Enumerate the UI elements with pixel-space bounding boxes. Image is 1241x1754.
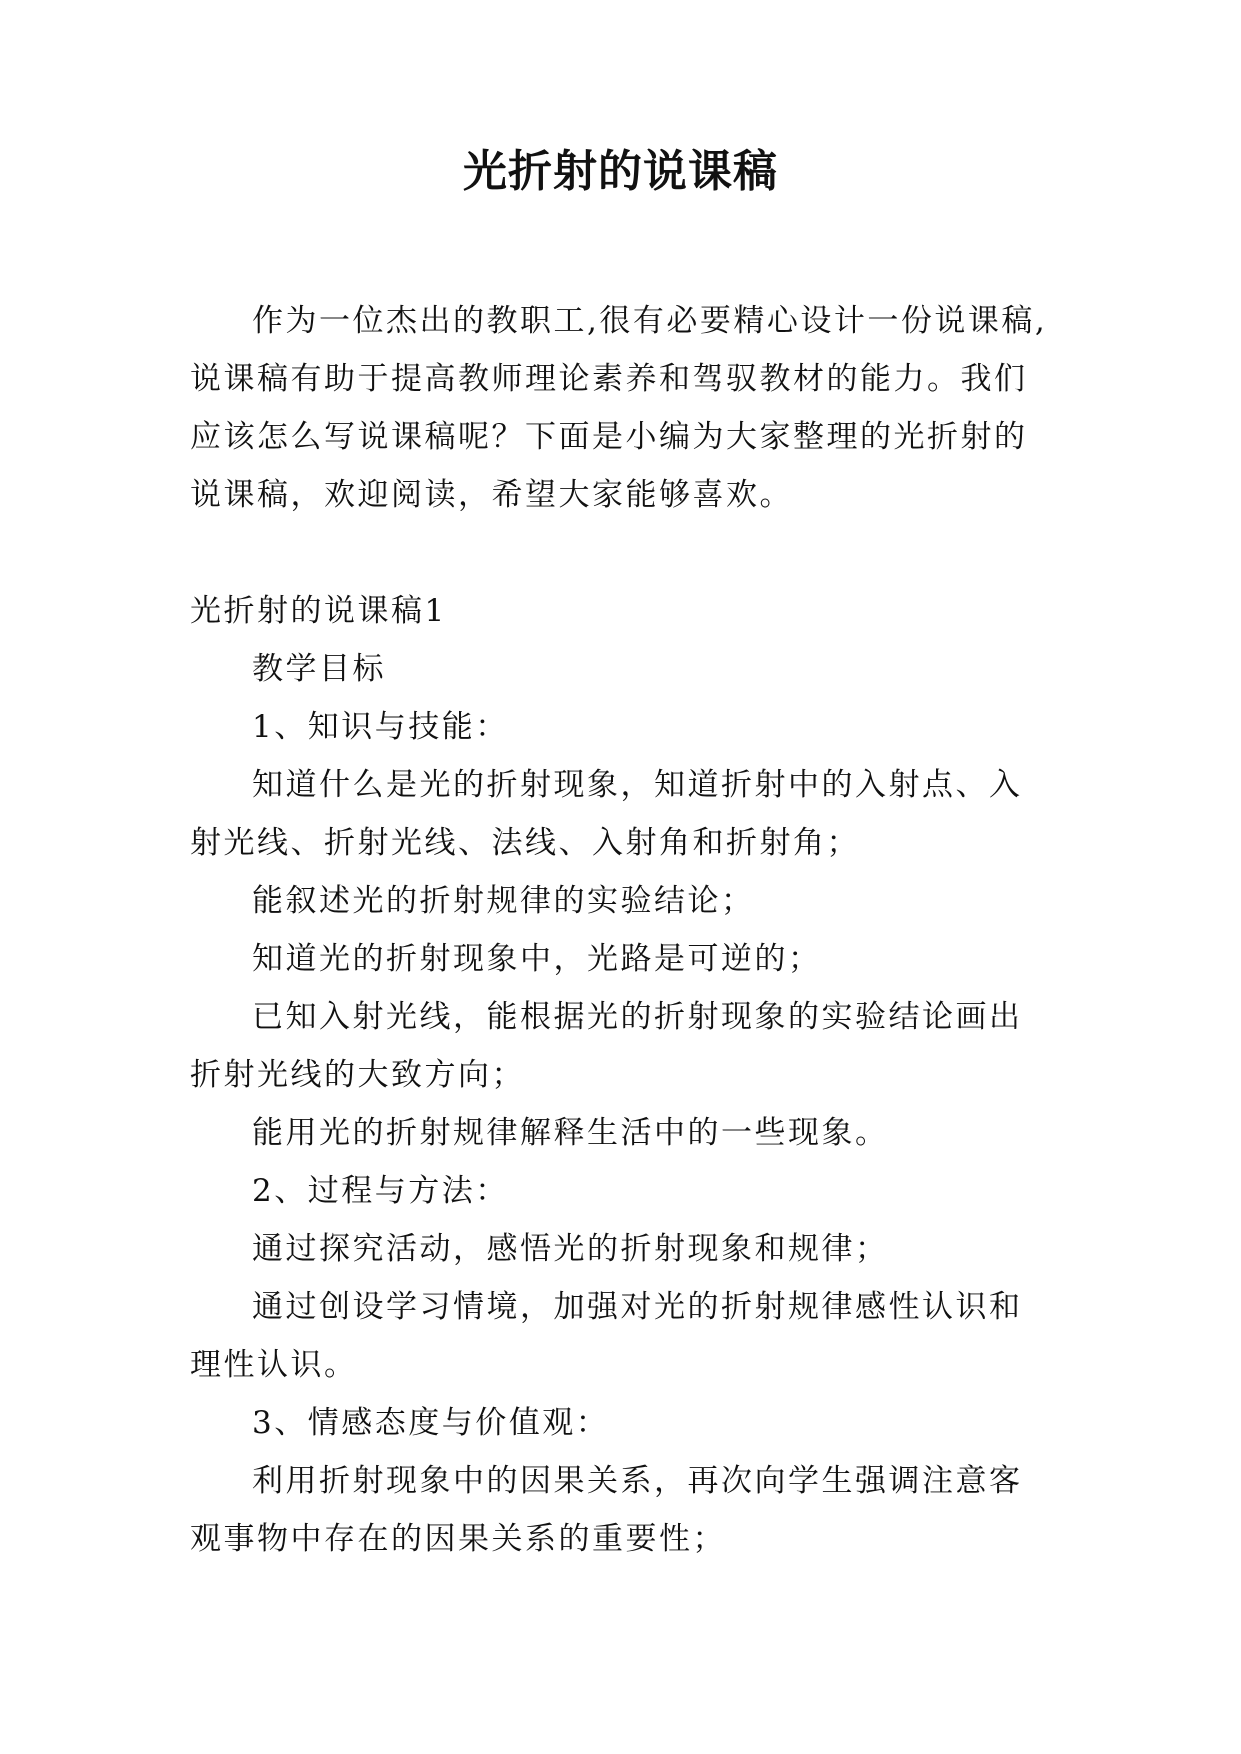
body-paragraph: 能用光的折射规律解释生活中的一些现象。 <box>252 1115 889 1151</box>
knowledge-skills-heading: 1、知识与技能： <box>252 709 509 745</box>
document-body <box>190 292 1052 1568</box>
body-paragraph: 通过创设学习情境，加强对光的折射规律感性认识和理性认识。 <box>190 1289 1023 1383</box>
section-heading: 光折射的说课稿1 <box>190 593 447 629</box>
body-paragraph: 能叙述光的折射规律的实验结论； <box>252 883 755 919</box>
body-paragraph: 已知入射光线，能根据光的折射现象的实验结论画出折射光线的大致方向； <box>190 999 1023 1093</box>
body-paragraph: 利用折射现象中的因果关系，再次向学生强调注意客观事物中存在的因果关系的重要性； <box>190 1463 1023 1557</box>
intro-paragraph: 作为一位杰出的教职工,很有必要精心设计一份说课稿,说课稿有助于提高教师理论素养和驾驭教材的能力。我们应该怎么写说课稿呢？下面是小编为大家整理的光折射的说课稿，欢迎阅读，希望大家能够喜欢。 <box>190 303 1048 513</box>
attitude-values-heading: 3、情感态度与价值观： <box>252 1405 610 1441</box>
process-method-heading: 2、过程与方法： <box>252 1173 509 1209</box>
body-paragraph: 通过探究活动，感悟光的折射现象和规律； <box>252 1231 889 1267</box>
teaching-goals-heading: 教学目标 <box>252 651 386 687</box>
document-title: 光折射的说课稿 <box>463 146 778 197</box>
body-paragraph: 知道光的折射现象中，光路是可逆的； <box>252 941 822 977</box>
body-paragraph: 知道什么是光的折射现象，知道折射中的入射点、入射光线、折射光线、法线、入射角和折射角； <box>190 767 1023 861</box>
